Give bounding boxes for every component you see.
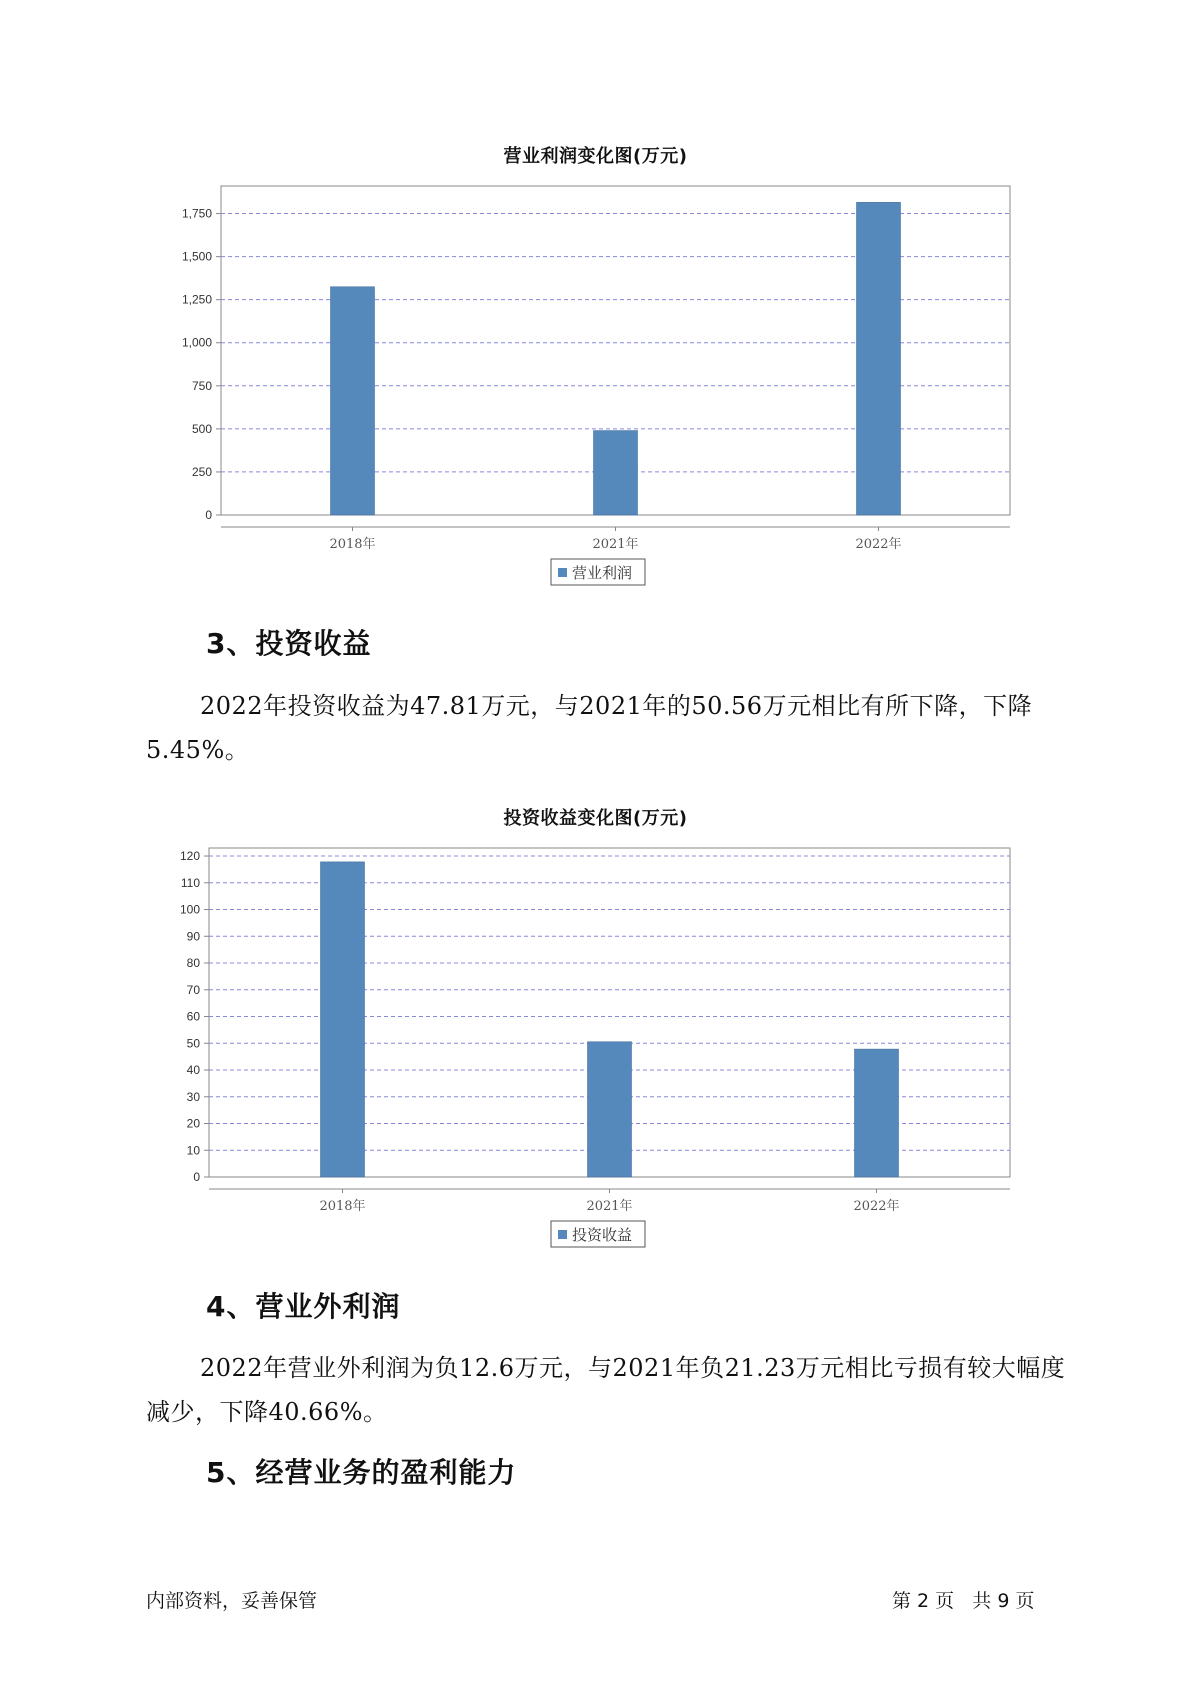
y-tick-label: 500 [191, 421, 212, 436]
paragraph-non-operating-profit: 2022年营业外利润为负12.6万元，与2021年负21.23万元相比亏损有较大幅度减少，下降40.66%。 [146, 1354, 1066, 1426]
bar [321, 862, 365, 1177]
section-heading-non-operating-profit: 4、营业外利润 [206, 1290, 401, 1323]
y-tick-label: 60 [186, 1009, 200, 1024]
x-tick-label: 2022年 [855, 537, 902, 552]
x-tick-label: 2018年 [329, 537, 376, 552]
x-tick-label: 2018年 [319, 1199, 366, 1214]
y-tick-label: 30 [186, 1089, 200, 1104]
section-heading-business-profitability: 5、经营业务的盈利能力 [206, 1456, 517, 1489]
y-tick-label: 100 [179, 902, 200, 917]
y-tick-label: 250 [191, 464, 212, 479]
legend-swatch [558, 1230, 567, 1239]
bar [331, 287, 375, 515]
bar [594, 431, 638, 515]
legend-swatch [558, 568, 567, 577]
legend-label: 营业利润 [572, 564, 633, 582]
y-tick-label: 80 [186, 956, 200, 971]
bar [857, 202, 901, 515]
investment-income-chart [0, 842, 1191, 1262]
footer-confidential-note: 内部资料，妥善保管 [146, 1590, 318, 1612]
x-tick-label: 2021年 [592, 537, 639, 552]
footer-page-number: 第 2 页 共 9 页 [892, 1590, 1035, 1612]
operating-profit-chart [0, 180, 1191, 600]
bar [855, 1049, 899, 1177]
y-tick-label: 50 [186, 1036, 200, 1051]
paragraph-investment-income: 2022年投资收益为47.81万元，与2021年的50.56万元相比有所下降，下降5.45%。 [146, 692, 1033, 764]
y-tick-label: 70 [186, 982, 200, 997]
y-tick-label: 40 [186, 1063, 200, 1078]
legend-label: 投资收益 [572, 1226, 633, 1244]
y-tick-label: 90 [186, 929, 200, 944]
y-tick-label: 750 [191, 378, 212, 393]
y-tick-label: 20 [186, 1116, 200, 1131]
y-tick-label: 1,500 [181, 249, 212, 264]
y-tick-label: 120 [179, 849, 200, 864]
y-tick-label: 10 [186, 1143, 200, 1158]
y-tick-label: 1,000 [181, 335, 212, 350]
chart-title-investment-income: 投资收益变化图(万元) [503, 808, 688, 829]
chart-title-operating-profit: 营业利润变化图(万元) [503, 146, 688, 167]
y-tick-label: 0 [193, 1170, 200, 1184]
x-tick-label: 2021年 [586, 1199, 633, 1214]
x-tick-label: 2022年 [853, 1199, 900, 1214]
y-tick-label: 110 [180, 875, 200, 890]
y-tick-label: 0 [205, 508, 212, 522]
y-tick-label: 1,750 [181, 206, 212, 221]
bar [588, 1042, 632, 1177]
y-tick-label: 1,250 [181, 292, 212, 307]
section-heading-investment-income: 3、投资收益 [206, 627, 372, 660]
